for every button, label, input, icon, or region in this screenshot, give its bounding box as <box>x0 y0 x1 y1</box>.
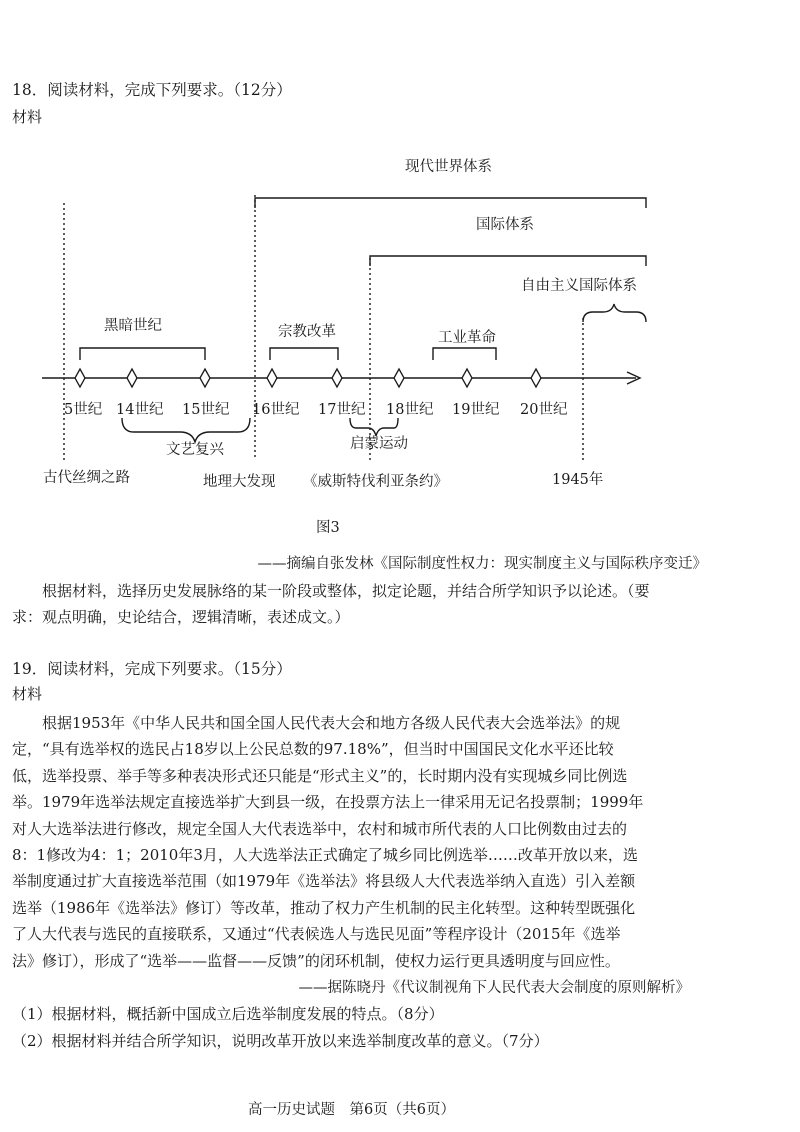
label-westphalia: 《威斯特伐利亚条约》 <box>303 474 448 490</box>
marker-15th-century <box>200 369 210 387</box>
bracket-international-system <box>370 256 646 266</box>
marker-17th-century <box>332 369 342 387</box>
brace-enlightenment <box>350 418 398 436</box>
q18-instruction-line: 根据材料，选择历史发展脉络的某一阶段或整体，拟定论题，并结合所学知识予以论述。（要 <box>42 582 650 600</box>
tick-label-19th: 19世纪 <box>452 402 500 418</box>
bracket-reformation <box>270 348 338 360</box>
paragraph-line: 8：1修改为4：1；2010年3月，人大选举法正式确定了城乡同比例选举……改革开放以来，选 <box>12 846 638 865</box>
label-enlightenment: 启蒙运动 <box>350 436 408 452</box>
paragraph-line: 举制度通过扩大直接选举范围（如1979年《选举法》将县级人大代表选举纳入直选）引入差额 <box>12 872 636 891</box>
q18-heading: 18．阅读材料，完成下列要求。（12分） <box>12 81 292 99</box>
marker-20th-century <box>531 369 541 387</box>
label-dark-ages: 黑暗世纪 <box>104 318 162 334</box>
marker-5th-century <box>75 369 85 387</box>
tick-label-5th: 5世纪 <box>64 402 103 418</box>
paragraph-line: 法》修订），形成了“选举——监督——反馈”的闭环机制，使权力运行更具透明度与回应性。 <box>12 951 620 970</box>
marker-18th-century <box>394 369 404 387</box>
tick-label-16th: 16世纪 <box>252 402 300 418</box>
bracket-industrial-revolution <box>433 348 496 360</box>
q18-instruction <box>12 578 694 631</box>
label-liberal-international-system: 自由主义国际体系 <box>521 278 637 294</box>
marker-19th-century <box>462 369 472 387</box>
paragraph-line: 对人大选举法进行修改，规定全国人大代表选举中，农村和城市所代表的人口比例数由过去的 <box>12 819 628 838</box>
paragraph-line: 选举（1986年《选举法》修订）等改革，推动了权力产生机制的民主化转型。这种转型既强化 <box>12 898 636 917</box>
brace-liberal-system <box>583 304 646 322</box>
q19-material-paragraph <box>12 710 694 974</box>
marker-16th-century <box>267 369 277 387</box>
page-footer: 高一历史试题 第6页（共6页） <box>248 1102 455 1118</box>
label-geo-discovery: 地理大发现 <box>203 474 276 490</box>
q18-material-label: 材料 <box>12 108 43 126</box>
bracket-dark-ages <box>80 348 205 360</box>
label-international-system: 国际体系 <box>476 217 534 233</box>
paragraph-line: 举。1979年选举法规定直接选举扩大到县一级，在投票方法上一律采用无记名投票制；1999年 <box>12 793 644 812</box>
label-renaissance: 文艺复兴 <box>166 442 224 458</box>
tick-label-14th: 14世纪 <box>116 402 164 418</box>
q18-instruction-line: 求：观点明确，史论结合，逻辑清晰，表述成文。） <box>12 608 350 627</box>
label-modern-world-system: 现代世界体系 <box>405 159 492 175</box>
paragraph-line: 低，选举投票、举手等多种表决形式还只能是“形式主义”的，长时期内没有实现城乡同比例选 <box>12 766 628 785</box>
paragraph-line: 定，“具有选举权的选民占18岁以上公民总数的97.18%”，但当时中国国民文化水平还比较 <box>12 740 614 759</box>
tick-label-18th: 18世纪 <box>386 402 434 418</box>
marker-14th-century <box>127 369 137 387</box>
tick-label-17th: 17世纪 <box>318 402 366 418</box>
tick-label-20th: 20世纪 <box>520 402 568 418</box>
label-1945: 1945年 <box>552 472 604 488</box>
label-silk-road: 古代丝绸之路 <box>43 470 130 486</box>
label-reformation: 宗教改革 <box>278 324 336 340</box>
label-industrial-revolution: 工业革命 <box>438 330 496 346</box>
brace-renaissance <box>122 418 250 442</box>
q18-source: ——摘编自张发林《国际制度性权力：现实制度主义与国际秩序变迁》 <box>257 556 707 572</box>
bracket-modern-world-system <box>255 198 646 208</box>
timeline-figure <box>0 0 800 540</box>
tick-label-15th: 15世纪 <box>182 402 230 418</box>
paragraph-line: 根据1953年《中华人民共和国全国人民代表大会和地方各级人民代表大会选举法》的规 <box>42 714 621 732</box>
figure-caption: 图3 <box>316 520 340 536</box>
q19-question-2: （2）根据材料并结合所学知识，说明改革开放以来选举制度改革的意义。（7分） <box>12 1032 549 1050</box>
paragraph-line: 了人大代表与选民的直接联系，又通过“代表候选人与选民见面”等程序设计（2015年《选举 <box>12 925 621 944</box>
q19-material-label: 材料 <box>12 685 43 703</box>
q19-source: ——据陈晓丹《代议制视角下人民代表大会制度的原则解析》 <box>298 980 690 996</box>
q19-heading: 19．阅读材料，完成下列要求。（15分） <box>12 660 292 678</box>
q19-question-1: （1）根据材料，概括新中国成立后选举制度发展的特点。（8分） <box>12 1005 444 1023</box>
